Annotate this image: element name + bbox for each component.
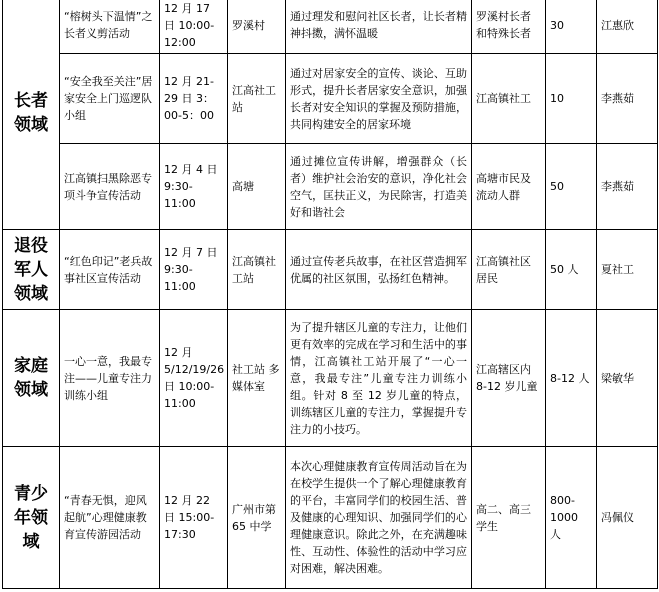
activity-content: 通过宣传老兵故事，在社区营造拥军优属的社区氛围，弘扬红色精神。 [286,230,472,310]
activity-content: 通过理发和慰问社区长者，让长者精神抖擞，满怀温暖 [286,0,472,54]
activity-staff: 冯佩仪 [597,447,658,589]
activity-time: 12 月 5/12/19/26 日 10:00-11:00 [160,310,228,447]
activity-time: 12 月 4 日 9:30-11:00 [160,144,228,230]
activity-name: 江高镇扫黑除恶专项斗争宣传活动 [60,144,160,230]
table-row [3,230,658,310]
table-row [3,54,658,144]
activity-place: 社工站 多媒体室 [228,310,286,447]
activity-place: 江高社工站 [228,54,286,144]
activity-name: “榕树头下温情”之长者义剪活动 [60,0,160,54]
activity-staff: 梁敏华 [597,310,658,447]
domain-cell-family: 家庭领域 [3,310,60,447]
activity-target: 江高镇社区居民 [472,230,546,310]
activity-staff: 江惠欣 [597,0,658,54]
activity-content: 本次心理健康教育宣传周活动旨在为在校学生提供一个了解心理健康教育的平台，丰富同学们的校园生活、普及健康的心理知识、加强同学们的心理健康意识。除此之外，在充满趣味性、互动性、体验性的活动中学习应对困难，解决困难。 [286,447,472,589]
activity-content: 通过对居家安全的宣传、谈论、互助形式，提升长者居家安全意识，加强长者对安全知识的掌握及预防措施，共同构建安全的居家环境 [286,54,472,144]
activity-content: 通过摊位宣传讲解，增强群众（长者）维护社会治安的意识，净化社会空气，匡扶正义，为民除害，打造美好和谐社会 [286,144,472,230]
table-row [3,0,658,54]
activity-staff: 李燕茹 [597,144,658,230]
activity-time: 12 月 7 日 9:30-11:00 [160,230,228,310]
table-row [3,144,658,230]
activity-staff: 李燕茹 [597,54,658,144]
activity-count: 50 人 [546,230,597,310]
activity-place: 广州市第 65 中学 [228,447,286,589]
activity-place: 江高镇社工站 [228,230,286,310]
activity-count: 10 [546,54,597,144]
domain-cell-youth: 青少年领域 [3,447,60,589]
table-row [3,310,658,447]
activity-time: 12 月 22 日 15:00-17:30 [160,447,228,589]
activity-schedule-table [2,0,658,589]
domain-cell-elder: 长者领域 [3,0,60,230]
activity-content: 为了提升辖区儿童的专注力，让他们更有效率的完成在学习和生活中的事情，江高镇社工站开展了“一心一意，我最专注”儿童专注力训练小组。针对 8 至 12 岁儿童的特点，训练辖区儿童的专注力，掌握提升专注力的小技巧。 [286,310,472,447]
activity-staff: 夏社工 [597,230,658,310]
activity-count: 50 [546,144,597,230]
activity-name: “青春无惧，迎风起航”心理健康教育宣传游园活动 [60,447,160,589]
activity-target: 高二、高三学生 [472,447,546,589]
activity-count: 800-1000 人 [546,447,597,589]
activity-target: 高塘市民及流动人群 [472,144,546,230]
activity-target: 江高辖区内 8-12 岁儿童 [472,310,546,447]
activity-time: 12 月 17 日 10:00-12:00 [160,0,228,54]
domain-cell-veteran: 退役军人领域 [3,230,60,310]
activity-place: 罗溪村 [228,0,286,54]
activity-target: 江高镇社工 [472,54,546,144]
activity-time: 12 月 21-29 日 3：00-5：00 [160,54,228,144]
activity-name: “安全我至关注”居家安全上门巡逻队小组 [60,54,160,144]
table-row [3,447,658,589]
activity-name: “红色印记”老兵故事社区宣传活动 [60,230,160,310]
activity-count: 30 [546,0,597,54]
activity-count: 8-12 人 [546,310,597,447]
activity-target: 罗溪村长者和特殊长者 [472,0,546,54]
activity-place: 高塘 [228,144,286,230]
activity-name: 一心一意，我最专注——儿童专注力训练小组 [60,310,160,447]
